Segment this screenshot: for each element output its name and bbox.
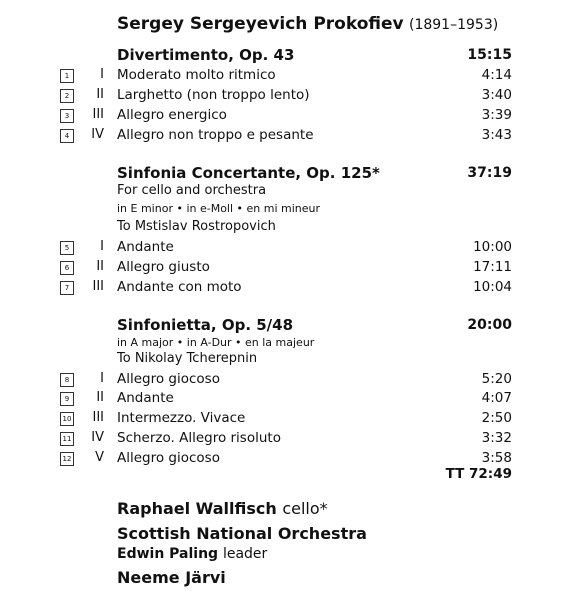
- track-number: 11: [60, 432, 74, 446]
- track-number: 1: [60, 69, 74, 83]
- movement-number: II: [96, 390, 104, 405]
- movement-number: II: [96, 259, 104, 274]
- track-duration: 17:11: [473, 259, 512, 275]
- track-duration: 3:32: [481, 430, 512, 446]
- performer-name: Edwin Paling: [117, 546, 219, 562]
- movement-number: V: [95, 450, 104, 465]
- performer-name: Neeme Järvi: [117, 568, 226, 587]
- track-number: 3: [60, 109, 74, 123]
- movement-number: III: [92, 107, 104, 122]
- track-duration: 2:50: [481, 410, 512, 426]
- work-duration: 37:19: [467, 165, 512, 181]
- movement-number: IV: [91, 430, 104, 445]
- track-duration: 3:39: [481, 107, 512, 123]
- work-title: Sinfonia Concertante, Op. 125*: [117, 164, 380, 182]
- track-duration: 3:58: [481, 450, 512, 466]
- track-title: Allegro non troppo e pesante: [117, 127, 314, 143]
- movement-number: I: [100, 239, 104, 254]
- work-key: in E minor • in e-Moll • en mi mineur: [117, 202, 321, 215]
- performer-role: cello*: [282, 499, 328, 518]
- work-dedication: To Nikolay Tcherepnin: [117, 351, 258, 366]
- work-duration: 20:00: [467, 317, 512, 333]
- track-duration: 10:00: [473, 239, 512, 255]
- track-number: 12: [60, 452, 74, 466]
- track-number: 5: [60, 241, 74, 255]
- track-duration: 5:20: [481, 371, 512, 387]
- track-duration: 10:04: [473, 279, 512, 295]
- movement-number: I: [100, 371, 104, 386]
- track-title: Scherzo. Allegro risoluto: [117, 430, 281, 446]
- track-title: Andante: [117, 390, 174, 406]
- track-number: 7: [60, 281, 74, 295]
- performer-name: Raphael Wallfisch: [117, 499, 277, 518]
- track-duration: 3:40: [481, 87, 512, 103]
- track-title: Andante con moto: [117, 279, 242, 295]
- performer: [117, 524, 367, 543]
- performer: [117, 499, 328, 518]
- work-key: in A major • in A-Dur • en la majeur: [117, 336, 315, 349]
- track-number: 2: [60, 89, 74, 103]
- movement-number: I: [100, 67, 104, 82]
- performer-name: Scottish National Orchestra: [117, 524, 367, 543]
- track-number: 9: [60, 392, 74, 406]
- composer-name: Sergey Sergeyevich Prokofiev: [117, 14, 404, 34]
- track-number: 6: [60, 261, 74, 275]
- movement-number: II: [96, 87, 104, 102]
- track-title: Allegro giocoso: [117, 371, 220, 387]
- track-number: 4: [60, 129, 74, 143]
- composer-dates: (1891–1953): [409, 17, 499, 33]
- composer-heading: [117, 14, 498, 34]
- track-title: Intermezzo. Vivace: [117, 410, 246, 426]
- total-time: TT 72:49: [445, 466, 512, 482]
- track-title: Allegro giocoso: [117, 450, 220, 466]
- work-title: Sinfonietta, Op. 5/48: [117, 316, 294, 334]
- performer: [117, 568, 226, 587]
- work-title: Divertimento, Op. 43: [117, 46, 295, 64]
- work-duration: 15:15: [467, 47, 512, 63]
- work-subtitle: For cello and orchestra: [117, 183, 267, 198]
- movement-number: III: [92, 410, 104, 425]
- track-title: Allegro giusto: [117, 259, 210, 275]
- work-dedication: To Mstislav Rostropovich: [117, 219, 276, 234]
- track-number: 8: [60, 373, 74, 387]
- track-duration: 4:14: [481, 67, 512, 83]
- track-title: Andante: [117, 239, 174, 255]
- performer-role: leader: [222, 546, 268, 562]
- track-number: 10: [60, 412, 74, 426]
- track-title: Allegro energico: [117, 107, 227, 123]
- performer: [117, 546, 267, 562]
- movement-number: III: [92, 279, 104, 294]
- movement-number: IV: [91, 127, 104, 142]
- track-title: Larghetto (non troppo lento): [117, 87, 310, 103]
- track-duration: 4:07: [481, 390, 512, 406]
- track-duration: 3:43: [481, 127, 512, 143]
- track-title: Moderato molto ritmico: [117, 67, 276, 83]
